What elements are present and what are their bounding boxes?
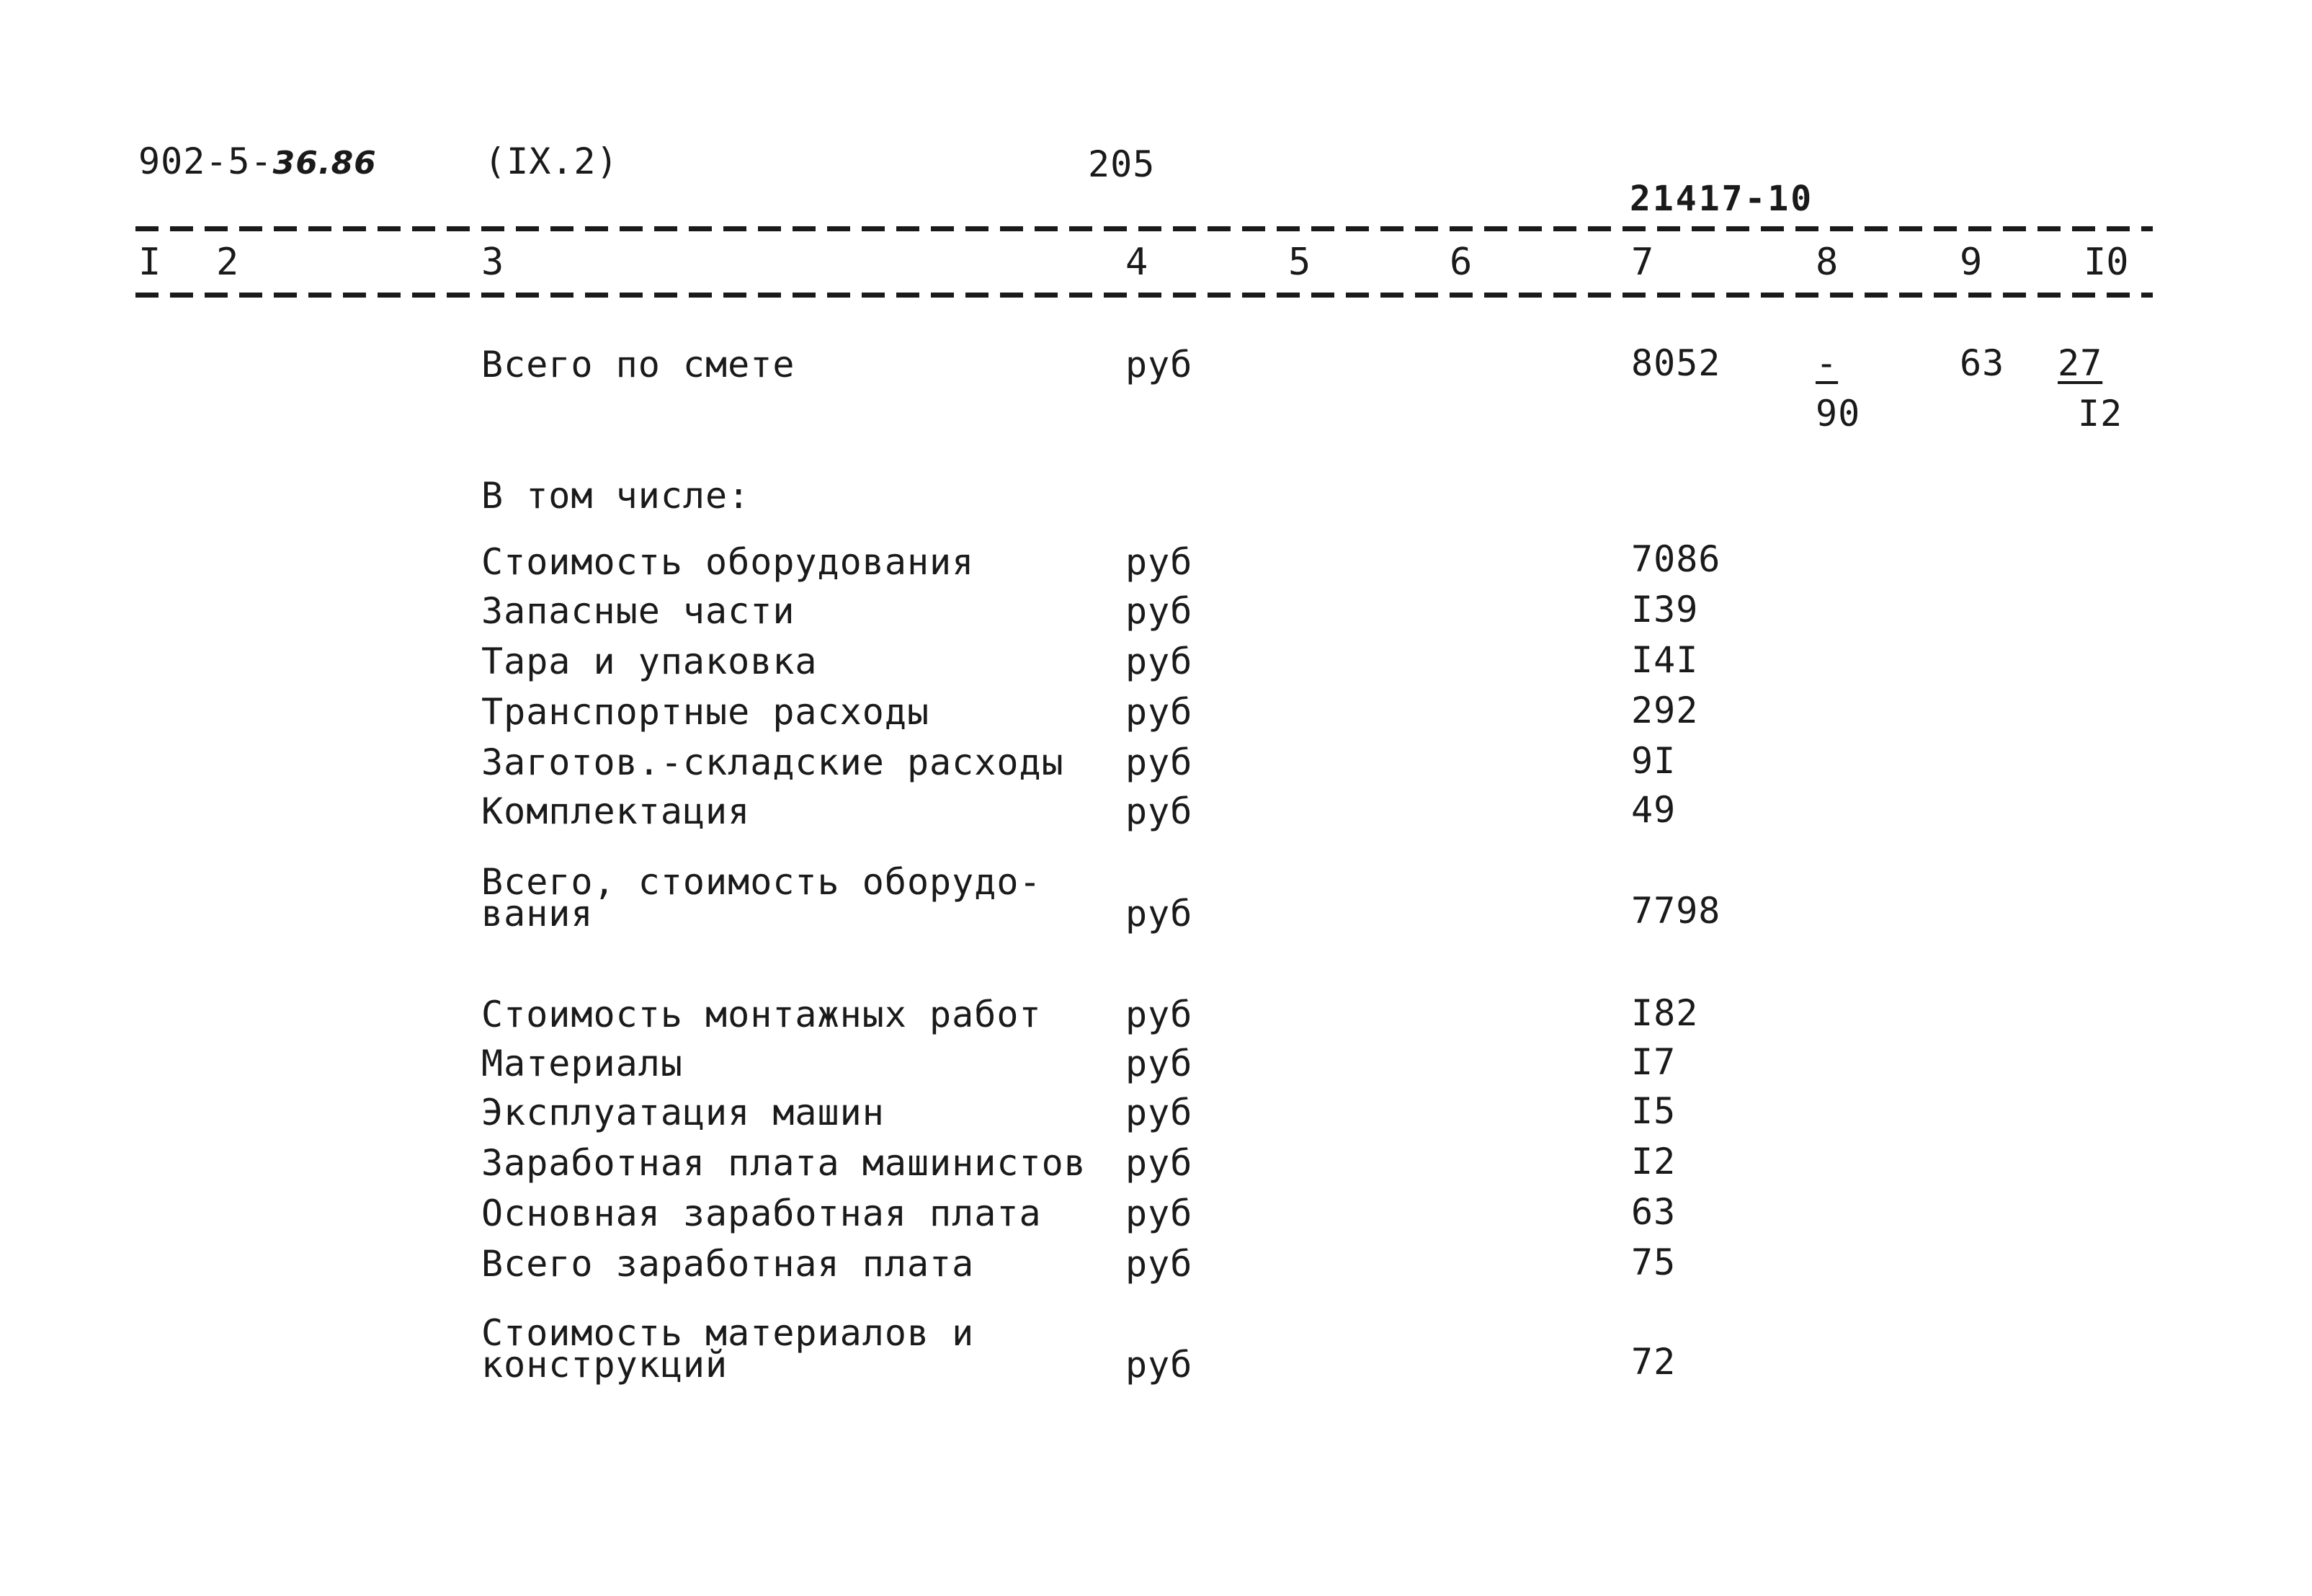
row-value: I4I — [1631, 639, 1699, 681]
bottom-dashed-rule — [135, 293, 2153, 298]
equipment-total-unit: руб — [1125, 893, 1193, 935]
col-head-10: I0 — [2084, 241, 2129, 284]
materials-total-label-2: конструкций — [481, 1344, 728, 1386]
row-value: 292 — [1631, 690, 1699, 731]
total-col7: 8052 — [1631, 342, 1721, 384]
col-head-2: 2 — [216, 241, 239, 284]
row-unit: руб — [1125, 1043, 1193, 1084]
total-col8-top: - — [1816, 342, 1839, 384]
materials-total-unit: руб — [1125, 1344, 1193, 1386]
total-col10-top: 27 — [2058, 342, 2103, 384]
row-value: 49 — [1631, 789, 1677, 831]
row-unit: руб — [1125, 1192, 1193, 1234]
total-col8-bottom: 90 — [1816, 393, 1861, 434]
row-value: I82 — [1631, 992, 1699, 1034]
total-label: Всего по смете — [481, 344, 795, 385]
including-label: В том числе: — [481, 475, 751, 517]
materials-total-value: 72 — [1631, 1341, 1677, 1383]
row-value: 63 — [1631, 1191, 1677, 1233]
col-head-5: 5 — [1288, 241, 1311, 284]
materials-total-label-1: Стоимость материалов и — [481, 1312, 975, 1354]
equipment-total-value: 7798 — [1631, 890, 1721, 932]
col-head-3: 3 — [481, 241, 504, 284]
archive-stamp: 21417-10 — [1630, 179, 1814, 219]
row-value: I39 — [1631, 589, 1699, 630]
total-unit: руб — [1125, 344, 1193, 385]
row-label: Транспортные расходы — [481, 691, 930, 733]
row-unit: руб — [1125, 994, 1193, 1035]
row-value: I2 — [1631, 1141, 1677, 1182]
doc-number — [138, 141, 377, 184]
row-label: Комплектация — [481, 790, 751, 832]
row-value: 75 — [1631, 1241, 1677, 1283]
page-number: 205 — [1088, 143, 1156, 185]
top-dashed-rule — [135, 226, 2153, 231]
row-unit: руб — [1125, 1092, 1193, 1133]
row-unit: руб — [1125, 790, 1193, 832]
row-unit: руб — [1125, 590, 1193, 632]
total-col9: 63 — [1960, 342, 2005, 384]
row-unit: руб — [1125, 541, 1193, 583]
row-label: Запасные части — [481, 590, 795, 632]
row-label: Заработная плата машинистов — [481, 1142, 1086, 1184]
col-head-6: 6 — [1450, 241, 1473, 284]
row-unit: руб — [1125, 1243, 1193, 1285]
col-head-1: I — [138, 241, 161, 284]
doc-number-handwritten: 36.86 — [272, 145, 377, 182]
row-label: Эксплуатация машин — [481, 1092, 885, 1133]
section-code: (IX.2) — [484, 141, 619, 182]
row-label: Стоимость оборудования — [481, 541, 975, 583]
row-label: Заготов.-складские расходы — [481, 741, 1064, 783]
row-label: Основная заработная плата — [481, 1192, 1042, 1234]
col-head-8: 8 — [1816, 241, 1839, 284]
row-label: Стоимость монтажных работ — [481, 994, 1042, 1035]
col-head-7: 7 — [1631, 241, 1654, 284]
row-label: Всего заработная плата — [481, 1243, 975, 1285]
col-head-9: 9 — [1960, 241, 1983, 284]
row-label: Тара и упаковка — [481, 641, 818, 682]
total-col10-bottom: I2 — [2078, 393, 2123, 434]
row-value: I5 — [1631, 1090, 1677, 1132]
row-label: Материалы — [481, 1043, 683, 1084]
row-unit: руб — [1125, 641, 1193, 682]
equipment-total-label-2: вания — [481, 893, 594, 935]
row-value: 7086 — [1631, 538, 1721, 580]
row-unit: руб — [1125, 1142, 1193, 1184]
row-unit: руб — [1125, 741, 1193, 783]
row-unit: руб — [1125, 691, 1193, 733]
row-value: I7 — [1631, 1041, 1677, 1083]
row-value: 9I — [1631, 740, 1677, 782]
equipment-total-label-1: Всего, стоимость оборудо- — [481, 861, 1042, 903]
col-head-4: 4 — [1125, 241, 1148, 284]
doc-number-printed: 902-5- — [138, 141, 273, 182]
